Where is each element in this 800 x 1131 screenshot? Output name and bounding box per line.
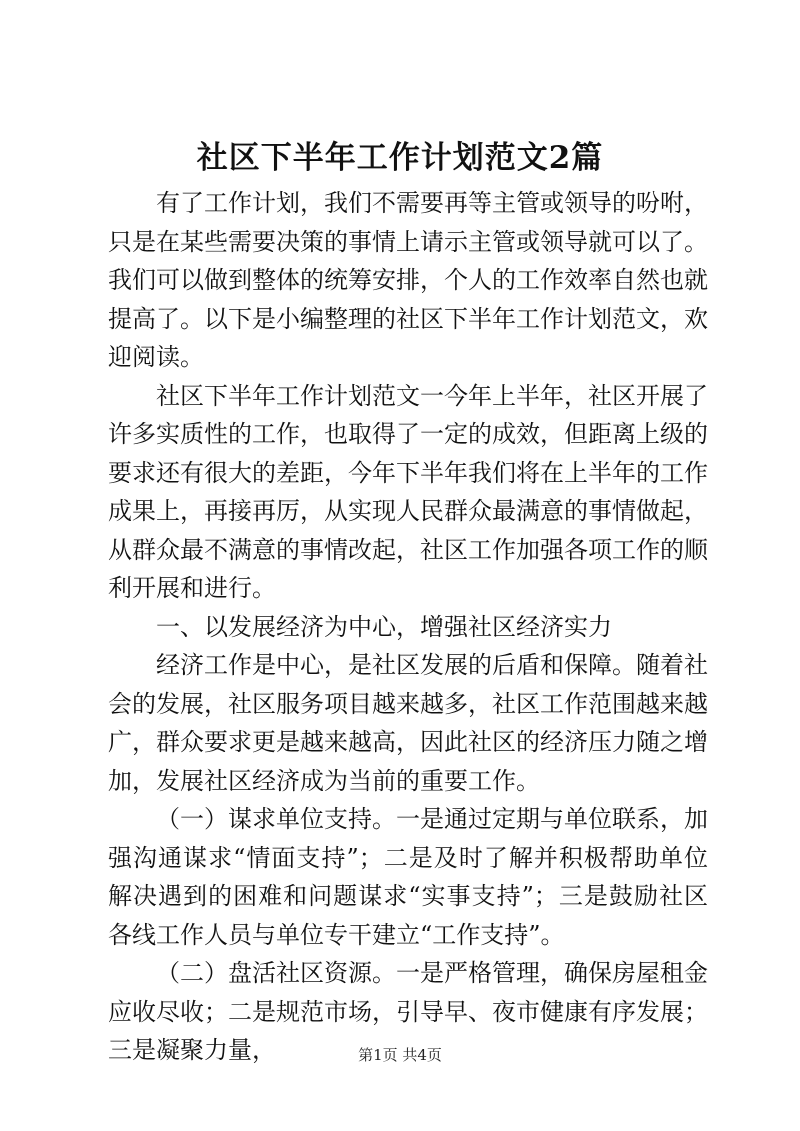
paragraph-resources: （二）盘活社区资源。一是严格管理，确保房屋租金应收尽收；二是规范市场，引导早、夜市健康有序发展；三是凝聚力量，: [108, 959, 708, 1064]
paragraph-unit-support: （一）谋求单位支持。一是通过定期与单位联系，加强沟通谋求“情面支持”；二是及时了解并积极帮助单位解决遇到的困难和问题谋求“实事支持”；三是鼓励社区各线工作人员与单位专干建立“工作支持”。: [108, 805, 708, 949]
paragraph-economy: 经济工作是中心，是社区发展的后盾和保障。随着社会的发展，社区服务项目越来越多，社区工作范围越来越广，群众要求更是越来越高，因此社区的经济压力随之增加，发展社区经济成为当前的重要工作。: [108, 651, 708, 795]
paragraph-plan-one: 社区下半年工作计划范文一今年上半年，社区开展了许多实质性的工作，也取得了一定的成效，但距离上级的要求还有很大的差距，今年下半年我们将在上半年的工作成果上，再接再厉，从实现人民群众最满意的事情做起，从群众最不满意的事情改起，社区工作加强各项工作的顺利开展和进行。: [108, 381, 708, 602]
section-heading-economy: 一、以发展经济为中心，增强社区经济实力: [156, 612, 612, 641]
page-number-footer: 第1页 共4页: [358, 1046, 442, 1064]
document-title: 社区下半年工作计划范文2篇: [196, 140, 604, 176]
paragraph-intro: 有了工作计划，我们不需要再等主管或领导的吩咐，只是在某些需要决策的事情上请示主管或领导就可以了。我们可以做到整体的统筹安排，个人的工作效率自然也就提高了。以下是小编整理的社区下半年工作计划范文，欢迎阅读。: [108, 189, 708, 371]
document-body: [108, 184, 708, 1070]
